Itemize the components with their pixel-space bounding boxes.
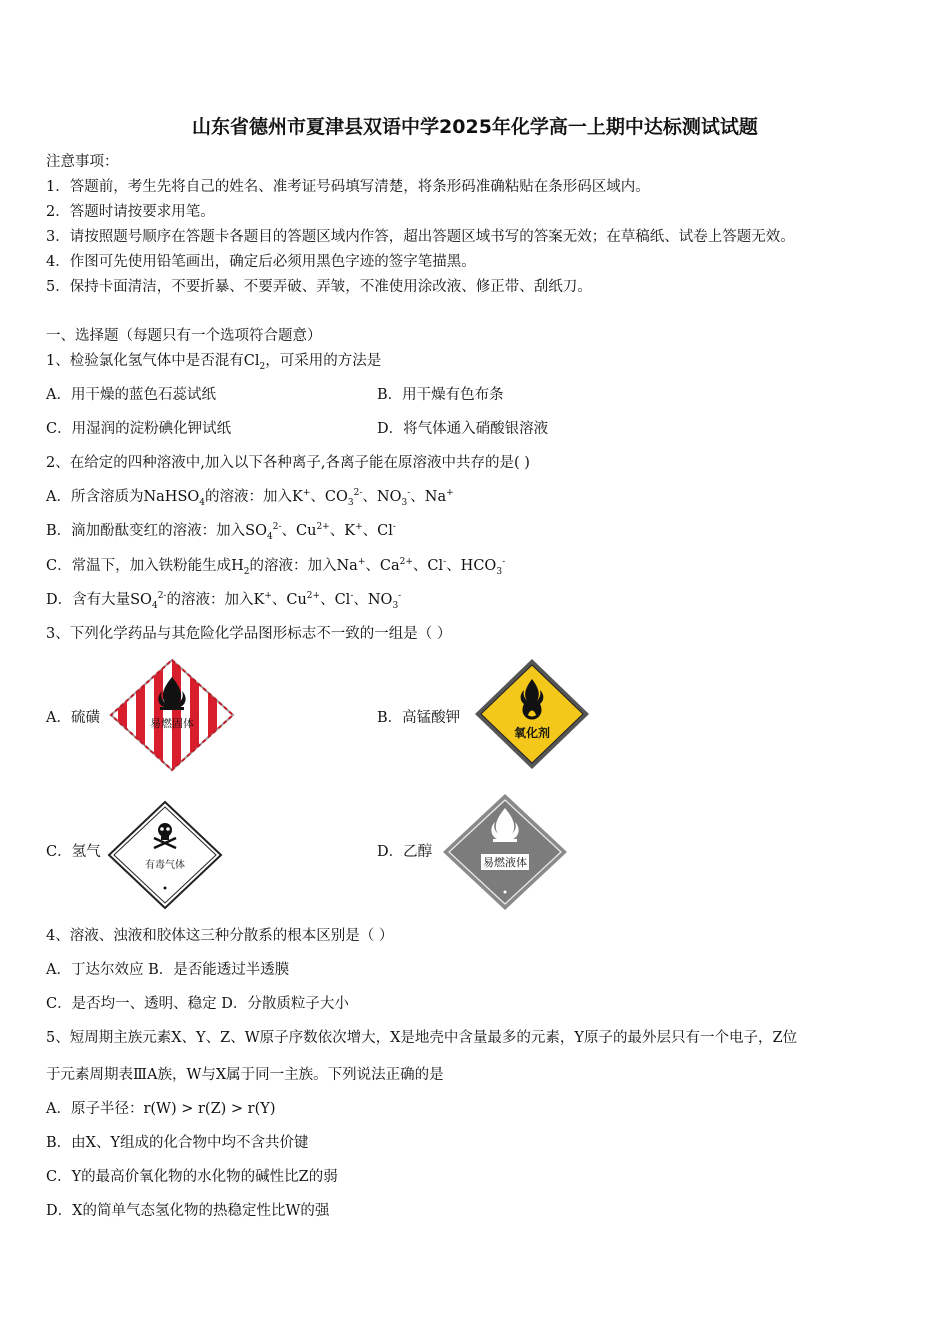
q3-option-a-label: A．硫磺 bbox=[46, 710, 100, 726]
oxidizer-sign-icon bbox=[472, 657, 592, 771]
notice-heading: 注意事项： bbox=[46, 154, 119, 170]
q3-stem: 3、下列化学药品与其危险化学品图形标志不一致的一组是（ ） bbox=[46, 626, 452, 642]
notice-item-4: 4．作图可先使用铅笔画出，确定后必须用黑色字迹的签字笔描黑。 bbox=[46, 254, 476, 270]
q3-option-c-label: C．氢气 bbox=[46, 844, 101, 860]
q5-stem-line-1: 5、短周期主族元素X、Y、Z、W原子序数依次增大，X是地壳中含量最多的元素，Y原子的最外层只有一个电子，Z位 bbox=[46, 1030, 798, 1046]
q4-options-ab: A．丁达尔效应 B．是否能透过半透膜 bbox=[46, 962, 290, 978]
q5-option-b: B．由X、Y组成的化合物中均不含共价键 bbox=[46, 1135, 309, 1151]
svg-text:氧化剂: 氧化剂 bbox=[513, 726, 551, 740]
q3-option-b-label: B．高锰酸钾 bbox=[377, 710, 461, 726]
svg-text:易燃固体: 易燃固体 bbox=[150, 717, 194, 730]
notice-item-1: 1．答题前，考生先将自己的姓名、准考证号码填写清楚，将条形码准确粘贴在条形码区域内。 bbox=[46, 179, 650, 195]
notice-item-2: 2．答题时请按要求用笔。 bbox=[46, 204, 215, 220]
q1-stem: 1、检验氯化氢气体中是否混有$Cl_2$，可采用的方法是 bbox=[46, 353, 382, 372]
q1-option-b: B．用干燥有色布条 bbox=[377, 387, 504, 403]
flammable-liquid-sign-icon bbox=[441, 792, 569, 912]
q1-option-a: A．用干燥的蓝色石蕊试纸 bbox=[46, 387, 216, 403]
notice-item-5: 5．保持卡面清洁，不要折暴、不要弄破、弄皱，不准使用涂改液、修正带、刮纸刀。 bbox=[46, 279, 592, 295]
flammable-solid-sign-icon bbox=[108, 657, 236, 773]
q1-option-d: D．将气体通入硝酸银溶液 bbox=[377, 421, 549, 437]
q4-stem: 4、溶液、浊液和胶体这三种分散系的根本区别是（ ） bbox=[46, 928, 394, 944]
q2-option-a: A．所含溶质为NaHSO$_4$的溶液：加入K+、$CO_3^{2-}$、$NO_3^-$、Na+ bbox=[46, 488, 454, 508]
q5-stem-line-2: 于元素周期表ⅢA族，W与X属于同一主族。下列说法正确的是 bbox=[46, 1067, 444, 1083]
notice-item-3: 3．请按照题号顺序在答题卡各题目的答题区域内作答，超出答题区域书写的答案无效；在草稿纸、试卷上答题无效。 bbox=[46, 229, 795, 245]
q2-option-c: C．常温下，加入铁粉能生成$H_2$的溶液：加入Na+、$Ca^{2+}$、Cl-、$HCO_3^-$ bbox=[46, 557, 506, 577]
q5-option-c: C．Y的最高价氧化物的水化物的碱性比Z的弱 bbox=[46, 1169, 338, 1185]
q5-option-a: A．原子半径：r(W) > r(Z) > r(Y) bbox=[46, 1101, 276, 1117]
section-heading: 一、选择题（每题只有一个选项符合题意） bbox=[46, 328, 322, 344]
toxic-gas-sign-icon bbox=[106, 800, 224, 910]
exam-title: 山东省德州市夏津县双语中学2025年化学高一上期中达标测试试题 bbox=[192, 116, 758, 138]
q2-option-b: B．滴加酚酞变红的溶液：加入$SO_4^{2-}$、$Cu^{2+}$、K+、Cl- bbox=[46, 522, 396, 542]
svg-text:易燃液体: 易燃液体 bbox=[483, 856, 527, 869]
q2-stem: 2、在给定的四种溶液中,加入以下各种离子,各离子能在原溶液中共存的是( ) bbox=[46, 455, 530, 471]
q4-options-cd: C．是否均一、透明、稳定 D．分散质粒子大小 bbox=[46, 996, 349, 1012]
q2-option-d: D．含有大量$SO_4^{2-}$的溶液：加入K+、$Cu^{2+}$、Cl-、$NO_3^-$ bbox=[46, 591, 402, 611]
svg-text:有毒气体: 有毒气体 bbox=[145, 860, 185, 871]
q3-option-d-label: D．乙醇 bbox=[377, 844, 433, 860]
q5-option-d: D．X的简单气态氢化物的热稳定性比W的强 bbox=[46, 1203, 330, 1219]
q1-option-c: C．用湿润的淀粉碘化钾试纸 bbox=[46, 421, 232, 437]
